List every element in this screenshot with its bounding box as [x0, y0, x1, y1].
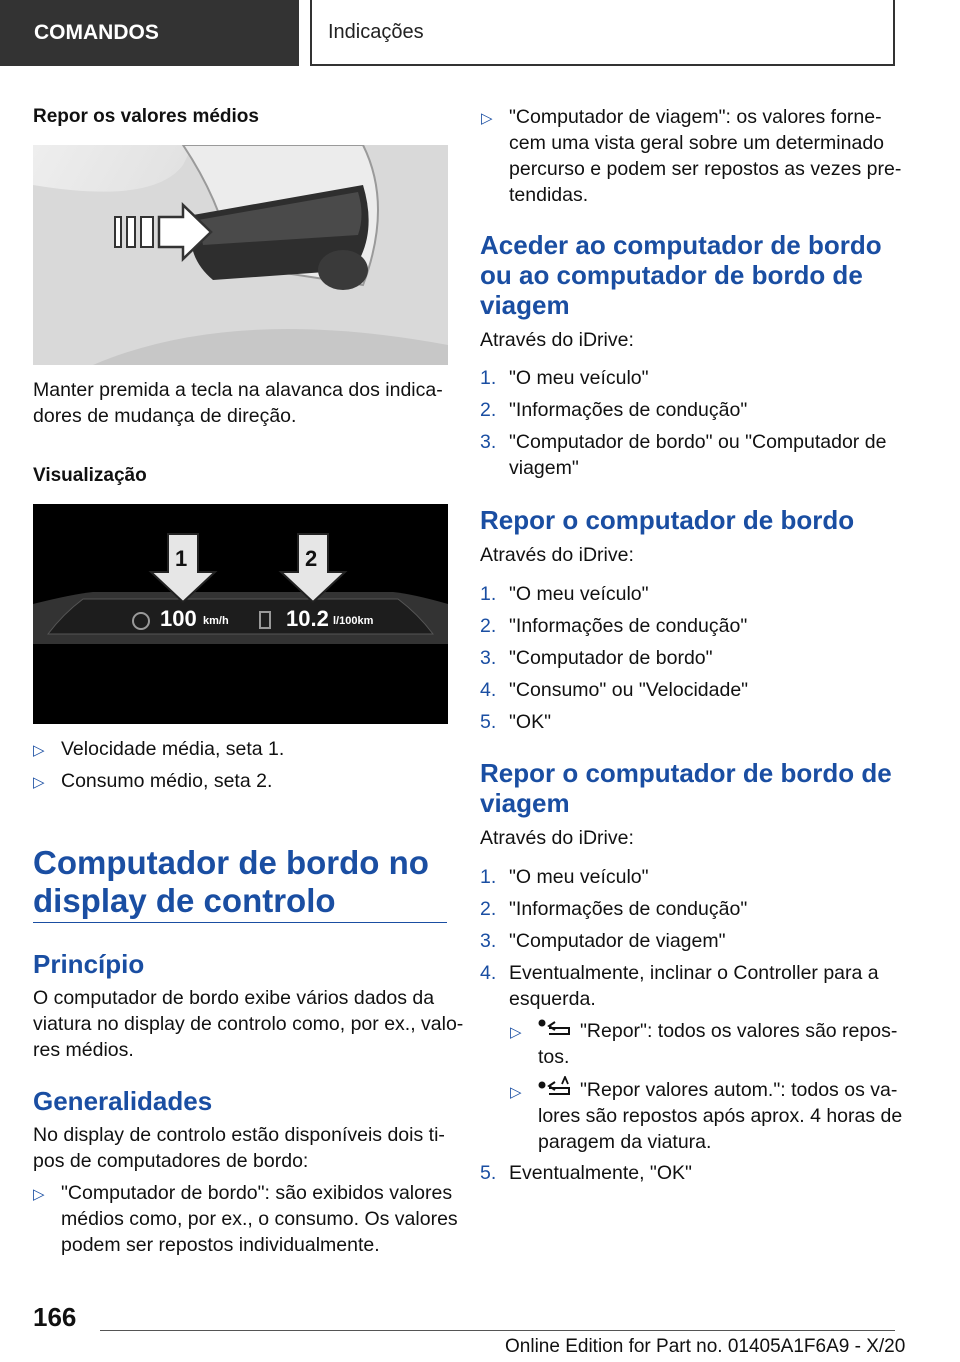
general-bullet-l1: "Computador de bordo": são exibidos valores [61, 1182, 453, 1204]
via-idrive-1: Através do iDrive: [480, 329, 634, 351]
reset-trip-step-2: "Informações de condução" [509, 898, 748, 920]
general-l2: pos de computadores de bordo: [33, 1150, 309, 1172]
avg-speed-value: 100 [160, 606, 197, 631]
img1-caption-l1: Manter premida a tecla na alavanca dos indica- [33, 379, 443, 401]
avg-consumption-value: 10.2 [286, 606, 329, 631]
sub-reset-l2: tos. [538, 1046, 570, 1068]
principle-l3: res médios. [33, 1039, 134, 1061]
step-number: 5. [480, 1162, 497, 1184]
reset-trip-step-3: "Computador de viagem" [509, 930, 726, 952]
reset-trip-step-5: Eventualmente, "OK" [509, 1162, 692, 1184]
heading-rule [33, 922, 447, 923]
step-number: 5. [480, 711, 497, 733]
bullet-triangle-icon: ▷ [33, 774, 45, 791]
bullet-triangle-icon: ▷ [33, 1186, 45, 1203]
trip-bullet-l3: percurso e podem ser repostos as vezes pre- [509, 158, 902, 180]
reset-trip-step-1: "O meu veículo" [509, 866, 649, 888]
avg-speed-unit: km/h [203, 615, 229, 627]
sub-reset-auto-l2: lores são repostos após aprox. 4 horas de [538, 1105, 903, 1127]
reset-onboard-step-2: "Informações de condução" [509, 615, 748, 637]
reset-trip-step-4-l2: esquerda. [509, 988, 596, 1010]
trip-bullet-l4: tendidas. [509, 184, 589, 206]
footer-rule [100, 1330, 895, 1331]
arrow-1-label: 1 [175, 546, 188, 571]
bullet-triangle-icon: ▷ [33, 742, 45, 759]
access-step-3-l2: viagem" [509, 457, 579, 479]
heading-visualization: Visualização [33, 465, 147, 486]
general-bullet-l3: podem ser repostos individualmente. [61, 1234, 380, 1256]
reset-trip-step-4-l1: Eventualmente, inclinar o Controller para a [509, 962, 879, 984]
heading-reset-onboard: Repor o computador de bordo [480, 505, 855, 535]
step-number: 2. [480, 615, 497, 637]
access-step-2: "Informações de condução" [509, 399, 748, 421]
heading-general: Generalidades [33, 1086, 213, 1116]
main-heading-l2: display de controlo [33, 882, 336, 919]
chapter-tab [310, 0, 895, 66]
step-number: 4. [480, 679, 497, 701]
general-l1: No display de controlo estão disponíveis dois ti- [33, 1124, 445, 1146]
bullet-avg-consumption: Consumo médio, seta 2. [61, 770, 273, 792]
trip-bullet-l2: cem uma vista geral sobre um determinado [509, 132, 885, 154]
step-number: 2. [480, 898, 497, 920]
via-idrive-2: Através do iDrive: [480, 544, 634, 566]
heading-reset-trip-l2: viagem [480, 788, 570, 818]
step-number: 4. [480, 962, 497, 984]
heading-access-l3: viagem [480, 290, 570, 320]
arrow-2-label: 2 [305, 546, 318, 571]
avg-consumption-unit: l/100km [333, 615, 374, 627]
reset-onboard-step-4: "Consumo" ou "Velocidade" [509, 679, 749, 701]
chapter-label: Indicações [328, 20, 424, 43]
heading-access-l2: ou ao computador de bordo de [480, 260, 863, 290]
general-bullet-l2: médios como, por ex., o consumo. Os valores [61, 1208, 458, 1230]
step-number: 1. [480, 583, 497, 605]
instrument-cluster-image [33, 504, 448, 724]
section-tab [0, 0, 299, 66]
edition-note: Online Edition for Part no. 01405A1F6A9 - X/20 [505, 1336, 906, 1357]
access-step-3-l1: "Computador de bordo" ou "Computador de [509, 431, 887, 453]
step-number: 1. [480, 367, 497, 389]
heading-principle: Princípio [33, 949, 145, 979]
sub-reset-auto-l3: paragem da viatura. [538, 1131, 712, 1153]
sub-reset-auto-l1: "Repor valores autom.": todos os va- [580, 1079, 898, 1101]
turn-signal-lever-image [33, 145, 448, 365]
step-number: 3. [480, 647, 497, 669]
heading-reset-averages: Repor os valores médios [33, 106, 259, 127]
trip-bullet-l1: "Computador de viagem": os valores forne- [509, 106, 882, 128]
main-heading-l1: Computador de bordo no [33, 844, 429, 881]
img1-caption-l2: dores de mudança de direção. [33, 405, 297, 427]
via-idrive-3: Através do iDrive: [480, 827, 634, 849]
principle-l1: O computador de bordo exibe vários dados da [33, 987, 435, 1009]
access-step-1: "O meu veículo" [509, 367, 649, 389]
bullet-triangle-icon: ▷ [510, 1024, 522, 1041]
principle-l2: viatura no display de controlo como, por ex., valo- [33, 1013, 464, 1035]
step-number: 2. [480, 399, 497, 421]
page-number: 166 [33, 1302, 77, 1332]
step-number: 1. [480, 866, 497, 888]
heading-reset-trip-l1: Repor o computador de bordo de [480, 758, 892, 788]
reset-onboard-step-5: "OK" [509, 711, 552, 733]
reset-auto-icon [537, 1076, 573, 1103]
section-label: COMANDOS [34, 21, 159, 44]
bullet-triangle-icon: ▷ [510, 1084, 522, 1101]
step-number: 3. [480, 930, 497, 952]
sub-reset-l1: "Repor": todos os valores são repos- [580, 1020, 898, 1042]
step-number: 3. [480, 431, 497, 453]
bullet-triangle-icon: ▷ [481, 110, 493, 127]
reset-onboard-step-1: "O meu veículo" [509, 583, 649, 605]
reset-manual-icon [537, 1018, 573, 1043]
reset-onboard-step-3: "Computador de bordo" [509, 647, 713, 669]
bullet-avg-speed: Velocidade média, seta 1. [61, 738, 285, 760]
heading-access-l1: Aceder ao computador de bordo [480, 230, 882, 260]
